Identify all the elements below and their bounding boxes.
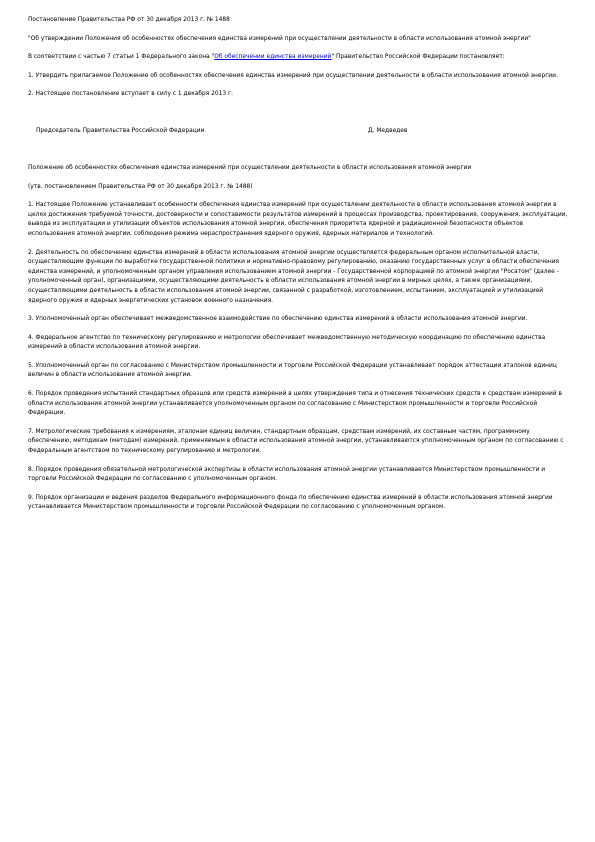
regulation-point-6: 6. Порядок проведения испытаний стандартных образцов или средств измерений в целях утверждения типа и отнесения технических средств к средствам измерений в области использования атомной энергии устанавливается уполномоченным органом по согласованию с Министерством промышленности и торговли Российской Федерации. xyxy=(28,391,562,417)
document-page xyxy=(28,16,568,513)
regulation-point-9: 9. Порядок организации и ведения разделов Федерального информационного фонда по обеспечению единства измерений в области использования атомной энергии устанавливается Министерством промышленности и торговли Российской Федерации по согласованию с уполномоченным органом. xyxy=(28,494,553,511)
decree-subject: "Об утверждении Положения об особенностях обеспечения единства измерений при осуществлении деятельности в области использования атомной энергии" xyxy=(28,35,531,42)
regulation-point-3: 3. Уполномоченный орган обеспечивает межведомственное взаимодействие по обеспечению единства измерений в области использования атомной энергии. xyxy=(28,316,528,323)
signature-name: Д. Медведев xyxy=(368,127,408,134)
preamble-text-end: " Правительство Российской Федерации постановляет: xyxy=(331,54,505,61)
regulation-title: Положение об особенностях обеспечения единства измерений при осуществлении деятельности в области использования атомной энергии xyxy=(28,164,472,171)
federal-law-link[interactable]: Об обеспечении единства измерений xyxy=(214,54,332,61)
document-title: Постановление Правительства РФ от 30 декабря 2013 г. № 1488 xyxy=(28,17,230,23)
decree-preamble xyxy=(28,53,568,63)
decree-item-1: 1. Утвердить прилагаемое Положение об особенностях обеспечения единства измерений при осуществлении деятельности в области использования атомной энергии. xyxy=(28,72,558,79)
regulation-approval-note: (утв. постановлением Правительства РФ от 30 декабря 2013 г. № 1488) xyxy=(28,183,253,190)
signature-block xyxy=(28,127,568,137)
regulation-point-2: 2. Деятельность по обеспечению единства измерений в области использования атомной энергии осуществляется федеральным органом исполнительной власти, осуществляющим функции по выработке государственной политики и нормативно-правовому регулированию, оказанию государственных услуг в области обеспечения единства измерений, и уполномоченным органом управления использованием атомной энергии - Государственной корпорацией по атомной энергии "Росатом" (далее - уполномоченный орган), организациями, осуществляющими деятельность в области использования атомной энергии в мирных целях, а также организациями, осуществляющими деятельность в области использования атомной энергии, связанной с разработкой, изготовлением, испытанием, эксплуатацией и утилизацией ядерного оружия и ядерных энергетических установок военного назначения. xyxy=(28,249,560,304)
regulation-point-7: 7. Метрологические требования к измерениям, эталонам единиц величин, стандартным образцам, средствам измерений, их составным частям, программному обеспечению, методикам (методам) измерений, применяемым в области использования атомной энергии, устанавливаются уполномоченным органом по согласованию с Федеральным агентством по техническому регулированию и метрологии. xyxy=(28,428,564,455)
regulation-point-4: 4. Федеральное агентство по техническому регулированию и метрологии обеспечивает межведомственную методическую координацию по обеспечению единства измерений в области использования атомной энергии. xyxy=(28,334,546,351)
regulation-point-5: 5. Уполномоченный орган по согласованию с Министерством промышленности и торговли Российской Федерации устанавливает порядок аттестации эталонов единиц величин в области использования атомной энергии. xyxy=(28,362,557,379)
regulation-point-1: 1. Настоящее Положение устанавливает особенности обеспечения единства измерений при осуществлении деятельности в области использования атомной энергии в целях достижения требуемой точности, достоверности и сопоставимости результатов измерений в процессах производства, проектирования, сооружения, эксплуатации, вывода из эксплуатации и утилизации объектов использования атомной энергии, обеспечения приоритета ядерной и радиационной безопасности объектов использования атомной энергии, соблюдения режима нераспространения ядерного оружия, ядерных материалов и технологий. xyxy=(28,202,568,237)
preamble-text-start: В соответствии с частью 7 статьи 1 Федерального закона " xyxy=(28,54,215,61)
decree-item-2: 2. Настоящее постановление вступает в силу с 1 декабря 2013 г. xyxy=(28,91,234,98)
signature-position: Председатель Правительства Российской Федерации xyxy=(36,127,205,134)
regulation-point-8: 8. Порядок проведения обязательной метрологической экспертизы в области использования атомной энергии устанавливается Министерством промышленности и торговли Российской Федерации по согласованию с уполномоченным органом. xyxy=(28,466,546,483)
